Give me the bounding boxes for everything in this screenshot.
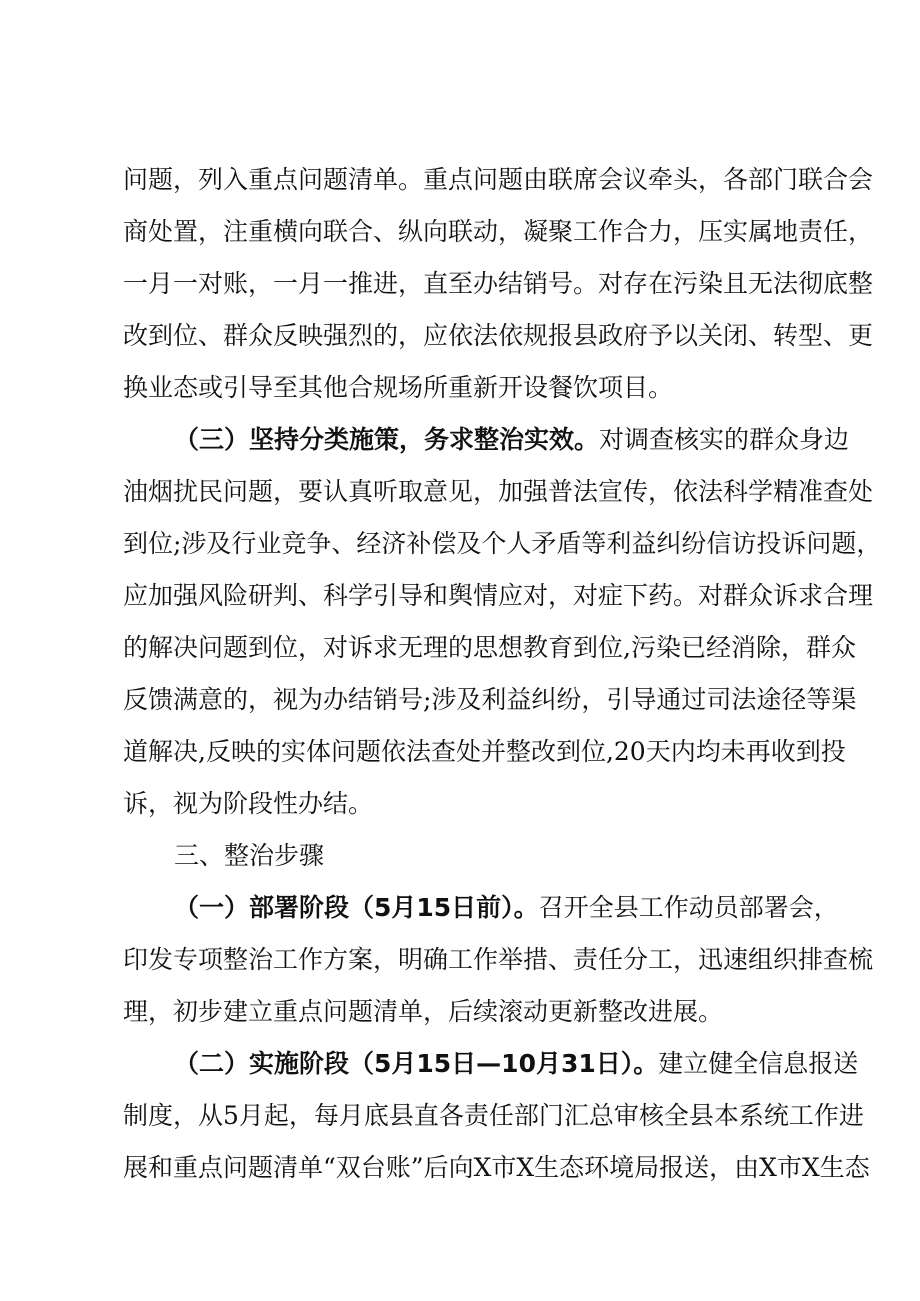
paragraph-line: 一月一对账，一月一推进，直至办结销号。对存在污染且无法彻底整 <box>123 269 874 298</box>
section-3-first-line <box>174 414 850 466</box>
paragraph-line: 诉，视为阶段性办结。 <box>123 789 374 818</box>
step-2-text: 建立健全信息报送 <box>658 1049 859 1078</box>
paragraph-line: 应加强风险研判、科学引导和舆情应对，对症下药。对群众诉求合理 <box>123 581 874 610</box>
paragraph-line: 到位;涉及行业竞争、经济补偿及个人矛盾等利益纠纷信访投诉问题， <box>123 529 882 558</box>
chapter-heading: 三、整治步骤 <box>174 841 325 870</box>
section-3-heading: （三）坚持分类施策，务求整治实效。 <box>174 425 600 454</box>
step-2-first-line <box>174 1038 859 1090</box>
paragraph-line: 展和重点问题清单“双台账”后向X市X生态环境局报送，由X市X生态 <box>123 1153 870 1182</box>
paragraph-line: 印发专项整治工作方案，明确工作举措、责任分工，迅速组织排查梳 <box>123 945 874 974</box>
paragraph-line: 道解决,反映的实体问题依法查处并整改到位,20天内均未再收到投 <box>123 737 846 766</box>
paragraph-line: 制度，从5月起，每月底县直各责任部门汇总审核全县本系统工作进 <box>123 1101 864 1130</box>
paragraph-line: 改到位、群众反映强烈的，应依法依规报县政府予以关闭、转型、更 <box>123 321 874 350</box>
paragraph-line: 问题，列入重点问题清单。重点问题由联席会议牵头，各部门联合会 <box>123 165 874 194</box>
step-1-first-line <box>174 882 839 934</box>
step-1-text: 召开全县工作动员部署会， <box>538 893 839 922</box>
paragraph-line: 的解决问题到位，对诉求无理的思想教育到位,污染已经消除，群众 <box>123 633 856 662</box>
paragraph-line: 理，初步建立重点问题清单，后续滚动更新整改进展。 <box>123 997 724 1026</box>
step-2-heading: （二）实施阶段（5月15日—10月31日）。 <box>174 1049 659 1078</box>
paragraph-line: 换业态或引导至其他合规场所重新开设餐饮项目。 <box>123 373 674 402</box>
section-3-text: 对调查核实的群众身边 <box>599 425 850 454</box>
step-1-heading: （一）部署阶段（5月15日前）。 <box>174 893 539 922</box>
paragraph-line: 油烟扰民问题，要认真听取意见，加强普法宣传，依法科学精准查处 <box>123 477 874 506</box>
paragraph-line: 反馈满意的，视为办结销号;涉及利益纠纷，引导通过司法途径等渠 <box>123 685 857 714</box>
paragraph-line: 商处置，注重横向联合、纵向联动，凝聚工作合力，压实属地责任， <box>123 217 874 246</box>
